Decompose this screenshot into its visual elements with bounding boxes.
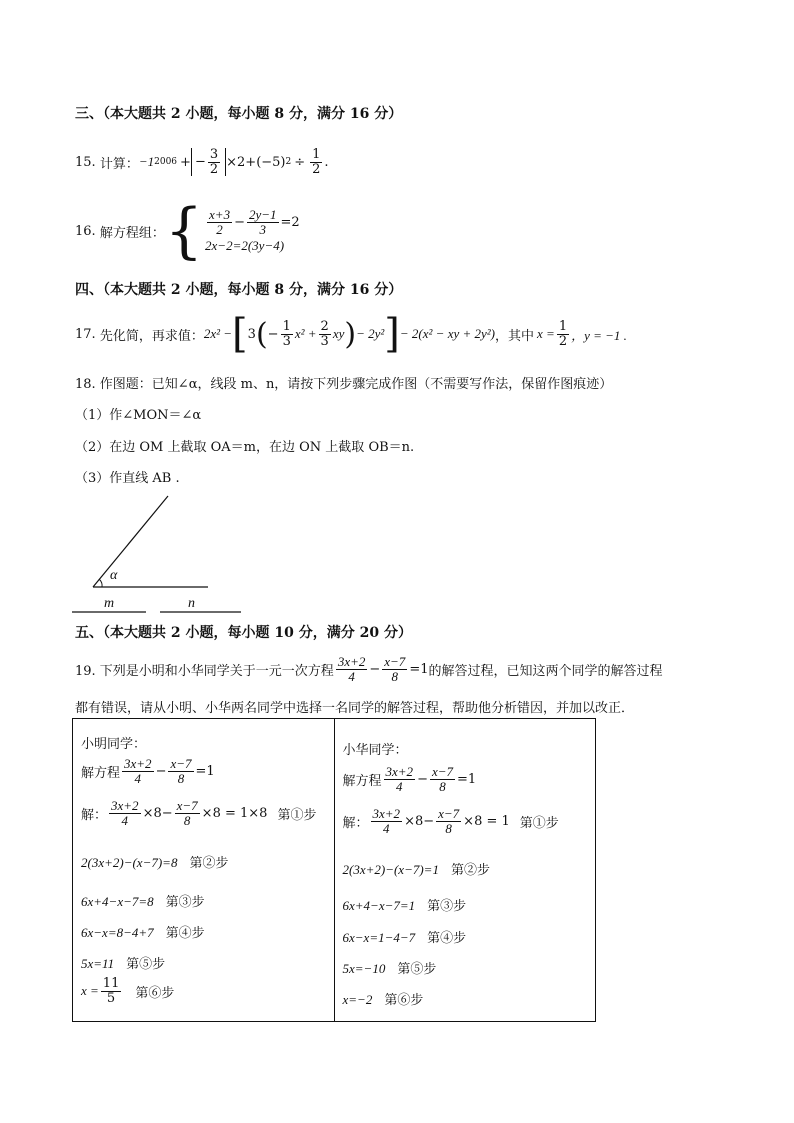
xiaoming-step-5 xyxy=(81,953,165,972)
q16-equation-2: 2x−2=2(3y−4) xyxy=(205,238,285,254)
q16-eq1-a-den: 2 xyxy=(216,221,223,237)
q15-pow2: 2 xyxy=(285,157,292,167)
xiaoming-solution xyxy=(73,719,335,1022)
q15-abs-den: 2 xyxy=(209,161,219,177)
xh-l3: 6x+4−x−7=1 xyxy=(342,898,416,913)
xh-a-den: 4 xyxy=(396,778,403,794)
q15-end: . xyxy=(324,154,329,170)
q19-eq-b-den: 8 xyxy=(391,668,399,684)
q15-absolute-value: − $\frac{3}{2}$ xyxy=(191,148,226,176)
xm-s1-b-num: x−7 xyxy=(176,798,198,813)
xh-s1-tail: ×8 = 1 xyxy=(463,813,510,829)
section-5-heading: 五、（本大题共 2 小题，每小题 10 分，满分 20 分） xyxy=(75,625,412,641)
q17-left-bracket-icon: [ xyxy=(232,311,248,357)
xm-step-4-label: 第④步 xyxy=(165,925,205,940)
q15-div: ÷ xyxy=(294,154,306,170)
q16-eq1-b-den: 3 xyxy=(259,221,266,237)
q17-f1-den: 3 xyxy=(282,333,291,349)
xiaohua-step-4 xyxy=(343,927,467,946)
q17-f2-num: 2 xyxy=(320,318,329,334)
m-label: m xyxy=(104,596,115,611)
xm-step-6-label: 第⑥步 xyxy=(135,985,175,1001)
xh-step-5-label: 第⑤步 xyxy=(397,961,437,976)
xiaohua-step-3 xyxy=(343,895,467,914)
q17-cond: ，其中 xyxy=(495,328,535,344)
xh-s1-a-den: 4 xyxy=(383,820,390,836)
xm-s1-a-den: 4 xyxy=(121,812,129,828)
xh-l6: x=−2 xyxy=(342,992,373,1007)
q18-step-2: （2）在边 OM 上截取 OA＝m，在边 ON 上截取 OB＝n. xyxy=(75,440,415,455)
section-4-heading: 四、（本大题共 2 小题，每小题 8 分，满分 16 分） xyxy=(75,282,403,298)
solutions-table xyxy=(72,718,596,1022)
xm-step-5-label: 第⑤步 xyxy=(126,956,166,971)
xiaoming-step-3 xyxy=(81,891,205,910)
q18-intro: 18. 作图题：已知∠α，线段 m、n，请按下列步骤完成作图（不需要写作法，保留作图痕迹） xyxy=(75,377,613,392)
q19-intro-line-1: 19. 下列是小明和小华同学关于一元一次方程 $\frac{3x+2}{4}$ − $\frac{x-7}{8}$ =1 的解答过程，已知这两个同学的解答过程 xyxy=(75,653,663,684)
xh-l4: 6x−x=1−4−7 xyxy=(342,930,416,945)
q19-eq-a-den: 4 xyxy=(348,668,355,684)
q15-number: 15. xyxy=(75,154,96,170)
q19-eq-rhs: =1 xyxy=(409,661,429,677)
q15-frac-num: 1 xyxy=(312,146,321,162)
xm-step-1-label: 第①步 xyxy=(277,807,317,823)
q16-brace-icon: { xyxy=(164,196,204,266)
xm-step-3-label: 第③步 xyxy=(165,894,205,909)
xiaoming-solve-label: 解方程 xyxy=(81,765,121,781)
q19-intro-line-2: 都有错误，请从小明、小华两名同学中选择一名同学的解答过程，帮助他分析错因，并加以改正． xyxy=(75,701,635,716)
question-15: 15. 计算： −1 2006 + − $\frac{3}{2}$ ×2+ (−5) 2 ÷ $\frac{1}{2}$ . xyxy=(75,146,329,177)
q15-abs-num: 3 xyxy=(209,146,219,162)
xiaohua-step-6 xyxy=(343,989,424,1008)
q15-label: 计算： xyxy=(99,156,139,172)
q16-eq1-b-num: 2y−1 xyxy=(248,206,277,222)
xm-b-den: 8 xyxy=(177,770,185,786)
q17-right-paren-icon: ) xyxy=(344,316,357,352)
xm-s1-a-num: 3x+2 xyxy=(111,798,139,813)
q17-xf-den: 2 xyxy=(558,333,568,349)
xiaoming-step-1: 解： $\frac{3x+2}{4}$ ×8− $\frac{x-7}{8}$ ×8 = 1×8 第①步 xyxy=(81,798,317,828)
xh-s1-b-num: x−7 xyxy=(438,806,460,821)
xm-a-den: 4 xyxy=(134,770,142,786)
xh-a-num: 3x+2 xyxy=(385,764,414,779)
xh-s1-b-den: 8 xyxy=(445,820,452,836)
q16-eq1-a-num: x+3 xyxy=(209,206,231,222)
xm-rhs: =1 xyxy=(195,763,215,779)
xh-step-3-label: 第③步 xyxy=(427,898,467,913)
xiaohua-step-5 xyxy=(343,958,437,977)
q17-after: − 2y² xyxy=(356,326,385,341)
q19-eq-a-num: 3x+2 xyxy=(337,653,366,669)
q15-tail: ×2+ xyxy=(226,154,257,170)
q17-x2: x² + xyxy=(294,326,317,341)
xiaohua-solution xyxy=(334,719,596,1022)
xiaoming-name: 小明同学： xyxy=(81,737,147,752)
xh-rhs: =1 xyxy=(457,771,477,787)
xm-l6-num: 11 xyxy=(102,976,120,991)
section-3-heading: 三、（本大题共 2 小题，每小题 8 分，满分 16 分） xyxy=(75,106,403,122)
xiaohua-step-1: 解： $\frac{3x+2}{4}$ ×8− $\frac{x-7}{8}$ ×8 = 1 第①步 xyxy=(342,806,559,836)
xiaoming-equation: 解方程 $\frac{3x+2}{4}$ − $\frac{x-7}{8}$ =1 xyxy=(81,756,215,786)
q16-number: 16. xyxy=(75,223,96,239)
q18-figure xyxy=(60,490,260,620)
question-17: 17. 先化简，再求值： 2x² − [ 3 ( − $\frac{1}{3}$ x² + $\frac{2}{3}$ xy ) − 2y² ] − 2(x² − xy + 2y²) ，其中 x = $\frac{1}{2}$ ，y = −1 . xyxy=(75,311,627,357)
xiaohua-name: 小华同学： xyxy=(342,743,408,758)
xm-b-num: x−7 xyxy=(170,756,192,771)
q19-intro-b: 的解答过程，已知这两个同学的解答过程 xyxy=(428,663,663,679)
q18-step-3: （3）作直线 AB . xyxy=(75,471,180,486)
xm-s1-b-den: 8 xyxy=(183,812,191,828)
q15-paren: (−5) xyxy=(256,154,286,170)
xm-jie: 解： xyxy=(81,807,108,823)
q19-eq-b-num: x−7 xyxy=(384,653,406,669)
xh-l2: 2(3x+2)−(x−7)=1 xyxy=(342,862,439,877)
xh-b-den: 8 xyxy=(439,778,446,794)
xiaohua-equation: 解方程 $\frac{3x+2}{4}$ − $\frac{x-7}{8}$ =1 xyxy=(342,764,477,794)
q17-expr-start: 2x² − xyxy=(203,326,233,341)
xm-l3: 6x+4−x−7=8 xyxy=(81,894,154,909)
angle-arc xyxy=(99,579,102,587)
q17-label: 先化简，再求值： xyxy=(99,328,204,344)
angle-ray-upper xyxy=(93,496,168,587)
q17-number: 17. xyxy=(75,326,96,342)
q15-base: −1 xyxy=(138,154,155,169)
q17-xf-num: 1 xyxy=(558,318,568,334)
xh-step-2-label: 第②步 xyxy=(450,862,490,877)
xm-step-2-label: 第②步 xyxy=(189,855,229,870)
xh-s1-a-num: 3x+2 xyxy=(372,806,401,821)
xh-step-1-label: 第①步 xyxy=(519,815,559,831)
n-label: n xyxy=(188,596,195,611)
q17-f1-num: 1 xyxy=(282,318,291,334)
q18-step-1: （1）作∠MON＝∠α xyxy=(75,408,202,423)
xh-jie: 解： xyxy=(342,815,369,831)
q16-label: 解方程组： xyxy=(99,225,165,241)
xiaoming-step-4 xyxy=(81,922,205,941)
q19-intro-a: 19. 下列是小明和小华同学关于一元一次方程 xyxy=(75,663,334,679)
q17-inner-3: 3 xyxy=(247,326,256,342)
xiaohua-solve-label: 解方程 xyxy=(342,773,382,789)
xh-step-6-label: 第⑥步 xyxy=(384,992,424,1007)
xm-l4: 6x−x=8−4+7 xyxy=(81,925,154,940)
xh-step-4-label: 第④步 xyxy=(427,930,467,945)
xm-l6-den: 5 xyxy=(106,990,116,1006)
q15-frac-den: 2 xyxy=(312,161,321,177)
q17-f2-den: 3 xyxy=(320,333,329,349)
xm-l5: 5x=11 xyxy=(81,956,115,971)
xm-s1-tail: ×8 = 1×8 xyxy=(201,805,268,821)
xiaoming-step-2 xyxy=(81,852,228,871)
q15-power: 2006 xyxy=(154,157,178,167)
q17-left-paren-icon: ( xyxy=(255,316,268,352)
alpha-label: α xyxy=(110,568,118,583)
xh-b-num: x−7 xyxy=(431,764,454,779)
q17-xval: x = xyxy=(537,326,555,341)
question-16 xyxy=(75,196,300,266)
q17-right-bracket-icon: ] xyxy=(384,311,400,357)
q17-tail: − 2(x² − xy + 2y²) xyxy=(399,326,496,341)
xiaohua-step-2 xyxy=(343,859,490,878)
xm-l6-pre: x = xyxy=(81,983,99,999)
xh-l5: 5x=−10 xyxy=(342,961,386,976)
q16-system xyxy=(205,208,300,254)
q17-yval: ，y = −1 . xyxy=(571,327,627,343)
q17-xy: xy xyxy=(332,326,345,341)
xm-a-num: 3x+2 xyxy=(124,756,152,771)
q16-eq1-rhs: =2 xyxy=(280,214,300,230)
xiaoming-step-6 xyxy=(81,977,174,1005)
xm-l2: 2(3x+2)−(x−7)=8 xyxy=(81,855,178,870)
q16-equation-1: $\frac{x+3}{2}$ − $\frac{2y-1}{3}$ =2 xyxy=(209,206,300,237)
